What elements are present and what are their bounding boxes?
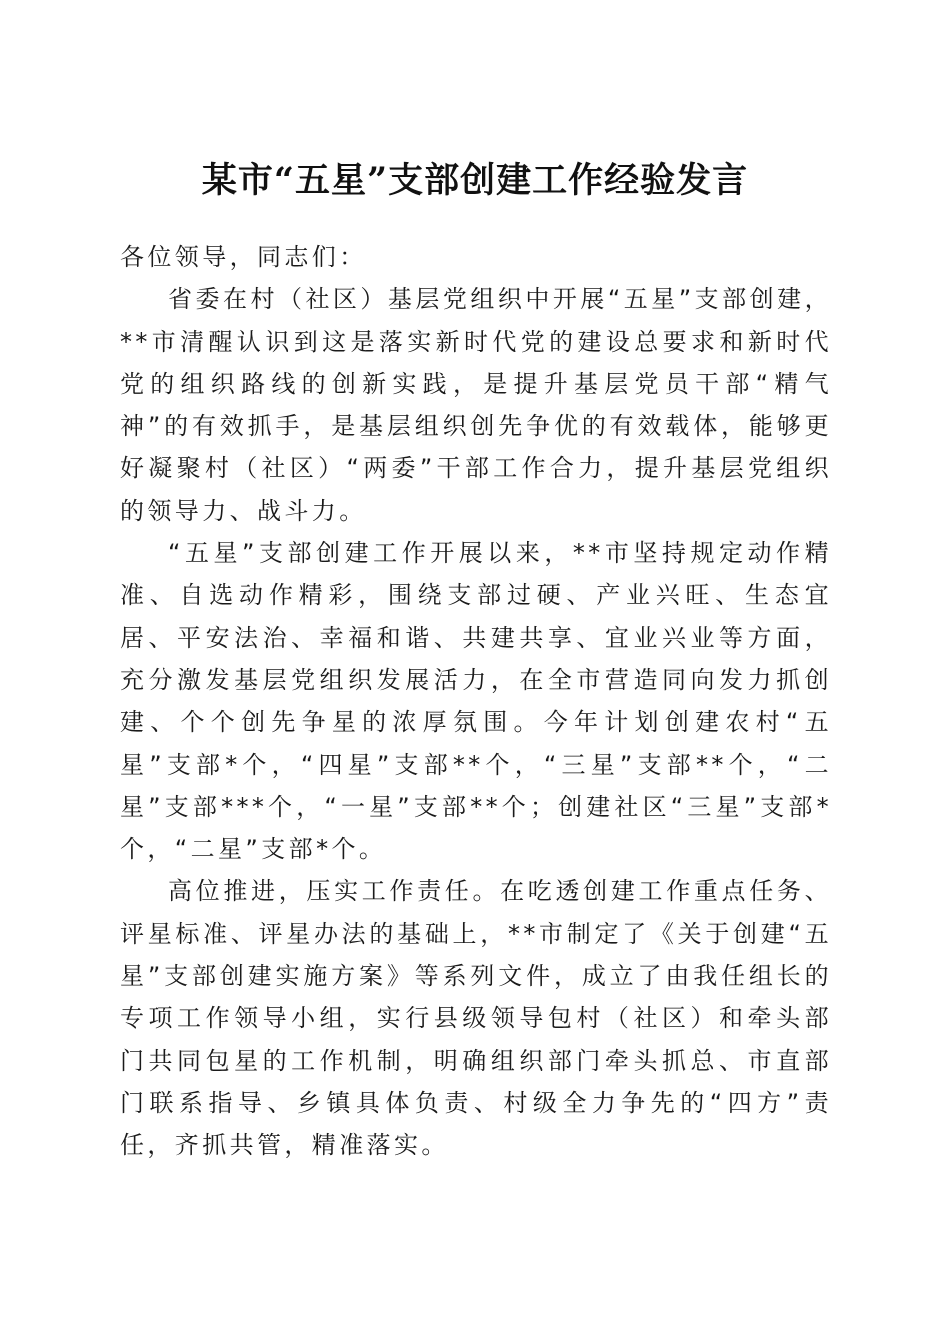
paragraph-progress: “五星”支部创建工作开展以来，**市坚持规定动作精准、自选动作精彩，围绕支部过硬、产业兴旺、生态宜居、平安法治、幸福和谐、共建共享、宜业兴业等方面，充分激发基层党组织发展活力，在全市营造同向发力抓创建、个个创先争星的浓厚氛围。今年计划创建农村“五星”支部*个，“四星”支部**个，“三星”支部**个，“二星”支部***个，“一星”支部**个；创建社区“三星”支部*个，“二星”支部*个。 [120, 539, 832, 864]
paragraph-responsibility: 高位推进，压实工作责任。在吃透创建工作重点任务、评星标准、评星办法的基础上，**市制定了《关于创建“五星”支部创建实施方案》等系列文件，成立了由我任组长的专项工作领导小组，实行县级领导包村（社区）和牵头部门共同包星的工作机制，明确组织部门牵头抓总、市直部门联系指导、乡镇具体负责、村级全力争先的“四方”责任，齐抓共管，精准落实。 [120, 877, 832, 1160]
paragraph-intro: 省委在村（社区）基层党组织中开展“五星”支部创建，**市清醒认识到这是落实新时代党的建设总要求和新时代党的组织路线的创新实践，是提升基层党员干部“精气神”的有效抓手，是基层组织创先争优的有效载体，能够更好凝聚村（社区）“两委”干部工作合力，提升基层党组织的领导力、战斗力。 [120, 285, 832, 525]
salutation: 各位领导，同志们： [120, 243, 367, 271]
page-title: 某市“五星”支部创建工作经验发言 [201, 160, 749, 202]
document-body [120, 236, 832, 1167]
